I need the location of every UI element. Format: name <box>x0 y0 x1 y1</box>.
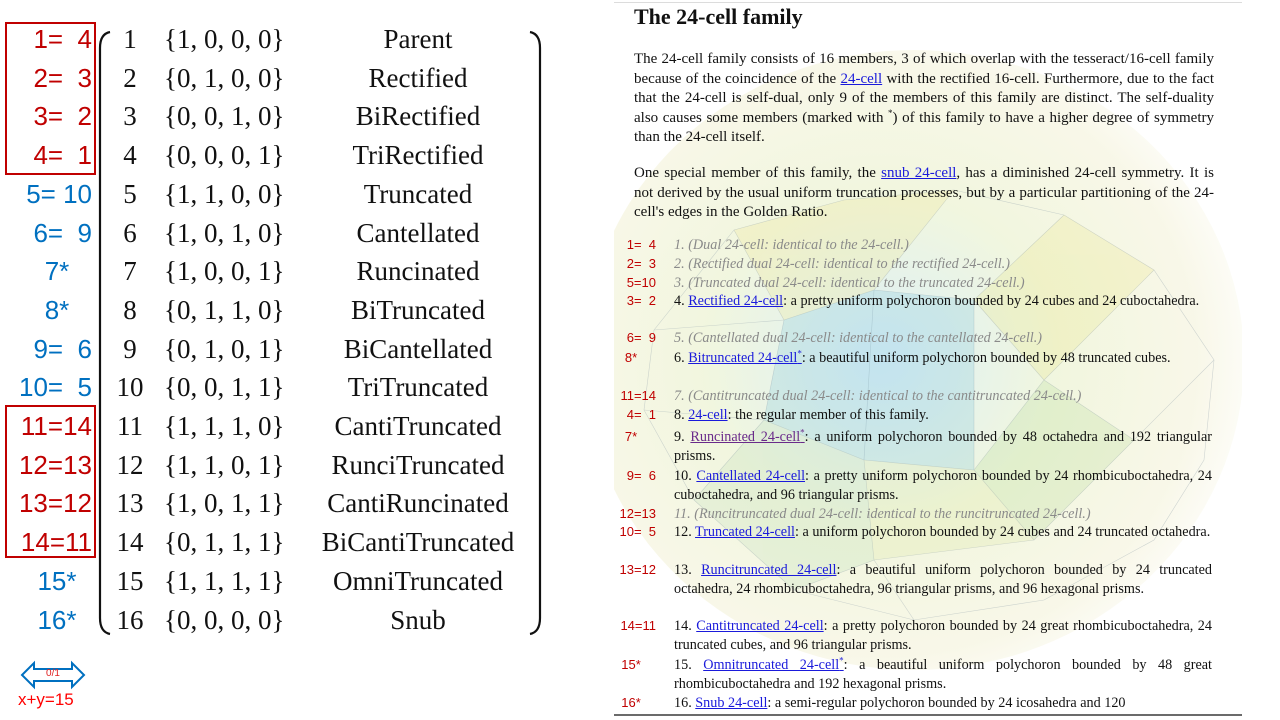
member-description: : a beautiful uniform polychoron bounded by 48 great rhombicuboctahedra and 192 hexagonal prisms. <box>674 657 1212 692</box>
table-row <box>0 484 590 523</box>
ringed-vector: {1, 0, 1, 1} <box>164 488 285 519</box>
member-link[interactable] <box>695 524 795 540</box>
equivalence-label: 2= 3 <box>33 62 92 93</box>
row-index: 9 <box>123 333 137 364</box>
item-text <box>674 406 1212 425</box>
operation-name: BiRectified <box>355 101 481 132</box>
equivalence-label: 1= 4 <box>33 24 92 54</box>
equivalence-label: 13=12 <box>18 488 92 519</box>
operation-name: BiCantiTruncated <box>321 527 515 558</box>
equivalence-label: 9= 6 <box>33 333 92 364</box>
row-index: 4 <box>123 140 137 171</box>
equivalence-annotation: 5=10 <box>626 275 656 290</box>
member-link-text: Rectified 24-cell <box>688 293 784 309</box>
member-description: : a pretty polychoron bounded by 24 great rhombicuboctahedra, 24 truncated cubes, and 96 triangular prisms. <box>674 618 1212 653</box>
doc-title: The 24-cell family <box>634 4 803 29</box>
asterisk: * <box>797 348 802 359</box>
operation-name: CantiRuncinated <box>327 488 509 519</box>
member-description: : a uniform polychoron bounded by 48 octahedra and 192 triangular prisms. <box>674 429 1212 464</box>
table-row <box>0 59 590 98</box>
item-text <box>674 467 1212 504</box>
item-number: 15. <box>674 657 692 673</box>
legend-equation: x+y=15 <box>18 690 74 709</box>
dual-note: (Cantellated dual 24-cell: identical to the cantellated 24-cell.) <box>688 330 1042 346</box>
equivalence-annotation: 13=12 <box>619 562 656 577</box>
table-row <box>0 291 590 330</box>
row-index: 8 <box>123 294 137 325</box>
member-link-text: Snub 24-cell <box>695 695 768 711</box>
bottom-rule <box>614 714 1242 716</box>
ringed-vector: {0, 1, 1, 1} <box>164 527 285 558</box>
member-link[interactable] <box>696 468 805 484</box>
item-number: 5. <box>674 330 685 346</box>
equivalence-annotation: 6= 9 <box>626 330 656 345</box>
item-text <box>674 236 1212 255</box>
row-index: 6 <box>123 217 137 248</box>
operation-name: RunciTruncated <box>331 449 505 480</box>
equivalence-annotation: 4= 1 <box>626 407 656 422</box>
intro-text: One special member of this family, the <box>634 165 882 181</box>
row-index: 13 <box>116 488 144 519</box>
table-row <box>0 175 590 214</box>
item-text <box>674 656 1212 693</box>
item-number: 10. <box>674 468 692 484</box>
table-row <box>0 136 590 175</box>
row-index: 10 <box>116 372 144 403</box>
dual-note: (Truncated dual 24-cell: identical to the truncated 24-cell.) <box>688 275 1025 291</box>
member-link[interactable] <box>696 618 823 634</box>
operation-name: OmniTruncated <box>333 565 503 596</box>
member-link[interactable] <box>688 293 783 309</box>
ringed-vector: {0, 1, 0, 0} <box>164 62 285 93</box>
row-index: 12 <box>116 449 144 480</box>
item-number: 11. <box>674 506 691 522</box>
intro-text: ) of this family to have a higher degree of symmetry than the 24-cell itself. <box>634 109 1214 145</box>
equivalence-label: 7* <box>44 256 70 287</box>
item-text <box>674 349 1212 368</box>
ringed-vector: {0, 0, 0, 0} <box>164 604 285 635</box>
member-description: : a uniform polychoron bounded by 24 cubes and 24 truncated octahedra. <box>794 524 1211 540</box>
equivalence-annotation: 12=13 <box>619 506 656 521</box>
operation-name: Snub <box>390 604 446 635</box>
item-text <box>674 274 1212 293</box>
item-number: 9. <box>674 429 685 445</box>
table-row <box>0 20 590 59</box>
item-number: 13. <box>674 562 692 578</box>
item-number: 4. <box>674 293 685 309</box>
equivalence-label: 10= 5 <box>18 372 92 403</box>
member-description: : a pretty uniform polychoron bounded by 24 rhombicuboctahedra, 24 cuboctahedra, and 96 triangular prisms. <box>674 468 1212 503</box>
asterisk: * <box>888 107 893 118</box>
operation-name: Rectified <box>368 62 468 93</box>
item-number: 6. <box>674 350 685 366</box>
link-24-cell[interactable]: 24-cell <box>840 70 883 87</box>
member-link[interactable] <box>688 407 727 423</box>
equivalence-label: 12=13 <box>18 449 92 480</box>
dual-note: (Dual 24-cell: identical to the 24-cell.) <box>688 237 909 253</box>
equivalence-annotation: 9= 6 <box>626 468 656 483</box>
table-row <box>0 97 590 136</box>
equivalence-annotation: 3= 2 <box>626 293 656 308</box>
equivalence-annotation: 1= 4 <box>626 237 656 252</box>
equivalence-annotation: 15* <box>621 657 641 672</box>
intro-paragraph-2 <box>634 164 1214 223</box>
table-row <box>0 368 590 407</box>
ringed-vector: {1, 1, 1, 0} <box>164 411 285 441</box>
member-link-text: Runcitruncated 24-cell <box>701 562 837 578</box>
ringed-vector: {1, 1, 1, 1} <box>164 565 285 596</box>
member-link[interactable] <box>701 562 836 578</box>
equivalence-annotation: 8* <box>624 350 638 365</box>
member-description: : a beautiful uniform polychoron bounded by 24 truncated octahedra, 24 rhombicuboctahedra, 96 triangular prisms, and 96 hexagonal prisms. <box>674 562 1213 597</box>
ringed-vector: {0, 1, 1, 0} <box>164 294 285 325</box>
item-text <box>674 617 1212 654</box>
table-row <box>0 214 590 253</box>
table-row <box>0 601 590 640</box>
intro-text: The 24-cell family consists of 16 members, 3 of which overlap with the tesseract/16-cell family because of the coincidence of the <box>634 51 1214 87</box>
ringed-vector: {1, 1, 0, 0} <box>164 178 285 209</box>
intro-text: with the rectified 16-cell. Furthermore, due to the fact that the 24-cell is self-dual, only 9 of the members of this family are distinct. The self-duality also causes some members (marked with <box>634 70 1215 126</box>
ringed-vector: {1, 1, 0, 1} <box>164 449 285 480</box>
row-index: 5 <box>123 178 137 209</box>
table-row <box>0 330 590 369</box>
equivalence-annotation: 2= 3 <box>626 256 656 271</box>
operation-name: Runcinated <box>356 256 480 287</box>
ringed-vector: {0, 0, 1, 1} <box>164 372 285 403</box>
operation-name: Truncated <box>363 178 473 209</box>
equivalence-label: 11=14 <box>20 411 92 441</box>
equivalence-label: 8* <box>44 294 70 325</box>
member-link[interactable] <box>695 695 767 711</box>
document-page <box>614 0 1242 720</box>
table-row <box>0 562 590 601</box>
ringed-vector: {1, 0, 1, 0} <box>164 217 285 248</box>
item-number: 12. <box>674 524 692 540</box>
item-text <box>674 694 1212 713</box>
row-index: 14 <box>116 527 144 558</box>
item-text <box>674 523 1212 542</box>
table-row <box>0 252 590 291</box>
link-snub-24-cell[interactable]: snub 24-cell <box>881 165 957 181</box>
equivalence-label: 3= 2 <box>33 101 92 132</box>
item-number: 2. <box>674 256 685 272</box>
row-index: 11 <box>117 411 143 441</box>
member-link[interactable] <box>703 657 843 673</box>
member-link[interactable] <box>690 429 804 445</box>
ringed-vector: {0, 1, 0, 1} <box>164 333 285 364</box>
operation-name: TriTruncated <box>347 372 489 403</box>
dual-note: (Cantitruncated dual 24-cell: identical to the cantitruncated 24-cell.) <box>688 388 1082 404</box>
member-description: : the regular member of this family. <box>727 407 929 423</box>
ringed-vector: {0, 0, 1, 0} <box>164 101 285 132</box>
operation-name: TriRectified <box>352 140 484 171</box>
table-row <box>0 407 590 446</box>
item-number: 3. <box>674 275 685 291</box>
item-number: 14. <box>674 618 692 634</box>
member-description: : a beautiful uniform polychoron bounded by 48 truncated cubes. <box>801 350 1171 366</box>
table-row <box>0 446 590 485</box>
member-link-text: Bitruncated 24-cell <box>688 350 798 366</box>
dual-note: (Runcitruncated dual 24-cell: identical to the runcitruncated 24-cell.) <box>694 506 1091 522</box>
member-link-text: 24-cell <box>688 407 728 423</box>
item-number: 7. <box>674 388 685 404</box>
member-link-text: Omnitruncated 24-cell <box>703 657 840 673</box>
member-link[interactable] <box>688 350 802 366</box>
equivalence-annotation: 16* <box>621 695 641 710</box>
operation-name: Cantellated <box>356 217 480 248</box>
equivalence-annotation: 10= 5 <box>619 524 656 539</box>
operation-name: BiCantellated <box>343 333 493 364</box>
ringed-vector: {0, 0, 0, 1} <box>164 140 285 171</box>
operation-name: Parent <box>383 24 453 54</box>
equivalence-label: 4= 1 <box>33 140 92 171</box>
asterisk: * <box>839 655 844 666</box>
equivalence-annotation: 7* <box>624 429 638 444</box>
table-row <box>0 523 590 562</box>
member-description: : a semi-regular polychoron bounded by 24 icosahedra and 120 <box>767 695 1126 711</box>
legend <box>18 660 88 715</box>
operation-name: BiTruncated <box>351 294 485 325</box>
item-text <box>674 505 1212 524</box>
equivalence-label: 5= 10 <box>26 178 92 209</box>
item-text <box>674 329 1212 348</box>
intro-text: , has a diminished 24-cell symmetry. It is not derived by the usual uniform truncation processes, but by a particular partitioning of the 24-cell's edges in the Golden Ratio. <box>634 165 1214 220</box>
equivalence-label: 6= 9 <box>33 217 92 248</box>
row-index: 3 <box>123 101 137 132</box>
row-index: 15 <box>116 565 144 596</box>
ringed-vector: {1, 0, 0, 0} <box>164 24 285 54</box>
item-text <box>674 561 1212 598</box>
asterisk: * <box>800 427 805 438</box>
dual-note: (Rectified dual 24-cell: identical to the rectified 24-cell.) <box>688 256 1010 272</box>
member-link-text: Cantitruncated 24-cell <box>696 618 824 634</box>
item-number: 8. <box>674 407 685 423</box>
ringed-vector: {1, 0, 0, 1} <box>164 256 285 287</box>
member-link-text: Runcinated 24-cell <box>690 429 801 445</box>
equivalence-label: 15* <box>37 565 77 596</box>
item-number: 16. <box>674 695 692 711</box>
equivalence-annotation: 14=11 <box>620 618 656 633</box>
row-index: 1 <box>123 24 137 54</box>
item-text <box>674 387 1212 406</box>
row-index: 16 <box>116 604 144 635</box>
equivalence-label: 16* <box>37 604 77 635</box>
member-description: : a pretty uniform polychoron bounded by 24 cubes and 24 cuboctahedra. <box>783 293 1200 309</box>
item-text <box>674 428 1212 465</box>
item-text <box>674 255 1212 274</box>
operation-name: CantiTruncated <box>334 411 502 441</box>
row-index: 7 <box>123 256 137 287</box>
equivalence-annotation: 11=14 <box>620 388 656 403</box>
coxeter-table <box>0 0 590 720</box>
equivalence-label: 14=11 <box>20 527 92 558</box>
member-link-text: Truncated 24-cell <box>695 524 795 540</box>
top-rule <box>614 2 1242 3</box>
member-link-text: Cantellated 24-cell <box>696 468 806 484</box>
intro-paragraph-1 <box>634 50 1214 148</box>
legend-arrow-label: 0/1 <box>46 668 60 679</box>
item-text <box>674 292 1212 311</box>
row-index: 2 <box>123 62 137 93</box>
item-number: 1. <box>674 237 685 253</box>
